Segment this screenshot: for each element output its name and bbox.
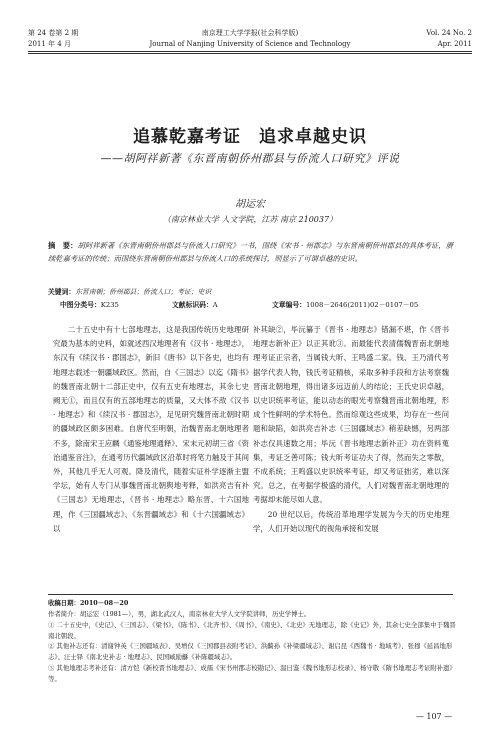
- journal-name-cn: 南京理工大学学报(社会科学版): [201, 29, 299, 37]
- author-name: 胡运宏: [235, 199, 265, 210]
- article-title: 追慕乾嘉考证 追求卓越史识: [133, 127, 367, 147]
- article-subtitle: ——胡阿祥新著《东晋南朝侨州郡县与侨流人口研究》评说: [100, 152, 400, 165]
- author-affiliation: （南京林业大学 人文学院，江苏 南京 210037）: [162, 215, 338, 224]
- article-number-row: [272, 300, 418, 310]
- header-rule-bottom: [28, 53, 472, 54]
- date-en: Apr. 2011: [437, 40, 472, 48]
- journal-name-en: Journal of Nanjing University of Science and Technology: [149, 40, 351, 48]
- abstract-label: 摘 要：: [48, 241, 78, 250]
- keywords: 东晋南朝；侨州郡县；侨流人口；考证；史识: [75, 288, 212, 296]
- doc-code-label: 文献标识码：: [172, 301, 213, 309]
- article-number: 1008－2646(2011)02－0107－05: [305, 301, 419, 309]
- body-column-right: [253, 323, 449, 536]
- issue-info: [28, 28, 108, 50]
- issue-date: 2011 年 4 月: [28, 40, 71, 48]
- issue-info-en: [392, 28, 472, 50]
- received-date: 收稿日期：2010－08－20: [48, 599, 129, 607]
- journal-name: [148, 28, 352, 50]
- clc-number: K235: [100, 301, 119, 309]
- author-bio: 作者简介：胡运宏（1981—），男，湖北武汉人，南京林业大学人文学院讲师，历史学博士。: [48, 610, 311, 618]
- body-paragraph: 二十五史中有十七部地理志，这是我国传统历史地理研究最为基本的史料，如就述西汉地理者有《汉书 · 地理志》，东汉有《续汉书 · 郡国志》，新旧《唐书》以下各史，也均有地理志载述一朝疆域政区。然而，自《三国志》以迄《隋书》的魏晋南北朝十二部正史中，仅有五史有地理志，其余七史阙无①，而且仅有的五部地理志的质量，又大体不敌《汉书 · 地理志》和《续汉书 · 郡国志》，足见研究魏晋南北朝时期的疆域政区颇多困难。自唐代至明朝，治魏晋南北朝地理者不多，除南宋王应麟《通鉴地理通释》、宋末元初胡三省《资治通鉴音注》，在通考历代疆域政区沿革时将笔力触及于其间外，其他几乎无人可观。降及清代，随着实证朴学逐渐主盟学坛，始有人专门从事魏晋南北朝舆地考释，如洪亮吉有补《三国志》无地理志，《晋书 · 地理志》略东晋、十六国地理，作《三国疆域志》、《东晋疆域志》和《十六国疆域志》以: [53, 325, 249, 533]
- body-column-left: [53, 323, 249, 536]
- body-paragraph: 20 世纪以后，传统沿革地理学发展为今天的历史地理学，人们开始以现代的视角承接和发展: [253, 509, 449, 533]
- body-paragraph: 补其缺②，毕沅纂于《晋书 · 地理志》错漏不堪，作《晋书地理志新补正》以正其讹③。而最能代表清儒魏晋南北朝地理考证正宗者，当属钱大昕、王鸣盛二家。钱、王乃清代考据学代表人物，钱氏考证精核，采取多种手段和方法考察魏晋南北朝地理，得出诸多远迈前人的结论；王氏史识卓越，以史识统率考证，能以动态的眼光考察魏晋南北朝地理，形成个性鲜明的学术特色。然而综观这些成果，均存在一些问题和缺陷，如洪亮吉补志《三国疆域志》稍差缺憾，另两部补志仅具速数之用；毕沅《晋书地理志新补正》功在资料蒐集，考证乏善可陈；钱大昕考证功夫了得，然而失之零散，不成系统；王鸣盛以史识统率考证，却又考证拙劣，难以深究。总之，在考据学极盛的清代，人们对魏晋南北朝地理的考据却未能尽如人意。: [253, 325, 449, 505]
- clc-row: [60, 300, 119, 310]
- doc-code: A: [212, 301, 218, 309]
- clc-label: 中图分类号：: [60, 301, 101, 309]
- footnote-rule: [48, 594, 453, 595]
- running-header: [28, 28, 472, 62]
- footnote-3: ③ 其他地理志考补还有：清方恺《新校晋书地理志》、成孺《宋书州郡志校勘记》、温曰鉴《魏书地形志校录》、杨守敬《隋书地理志考证附补遗》等。: [48, 664, 456, 683]
- article-number-label: 文章编号：: [272, 301, 306, 309]
- keywords-row: [48, 287, 211, 297]
- footnote-2: ② 其他补志还有：清谢钟英《三国疆域表》、吴增仅《三国郡县表附考证》、洪齮孙《补梁疆域志》、谢启昆《西魏书 · 地域考》、张穆《延昌地形志》、汪士铎《南北史补志 · 地理志》、民国臧励龢《补陈疆域志》。: [48, 642, 453, 661]
- issue-volume: 第 24 卷第 2 期: [28, 29, 79, 37]
- doc-code-row: [172, 300, 218, 310]
- footnote-1: ① 二十五史中，《史记》、《三国志》、《梁书》、《陈书》、《北齐书》、《周书》、《南史》、《北史》无地理志，除《史记》外，其余七史全部集中于魏晋南北朝段。: [48, 621, 456, 640]
- header-rule-top: [28, 51, 472, 52]
- abstract: [48, 240, 453, 265]
- page-number: — 107 —: [415, 712, 453, 721]
- keywords-label: 关键词：: [48, 288, 76, 296]
- volume-en: Vol. 24 No. 2: [426, 29, 472, 37]
- abstract-text: 胡阿祥新著《东晋南朝侨州郡县与侨流人口研究》一书，围绕《宋书 · 州郡志》与东晋南朝侨州郡县的具体考证，赓续乾嘉考证的传统；而围绕东晋南朝侨州郡县与侨流人口的系统探讨，则显示了可谓卓越的史识。: [48, 241, 453, 263]
